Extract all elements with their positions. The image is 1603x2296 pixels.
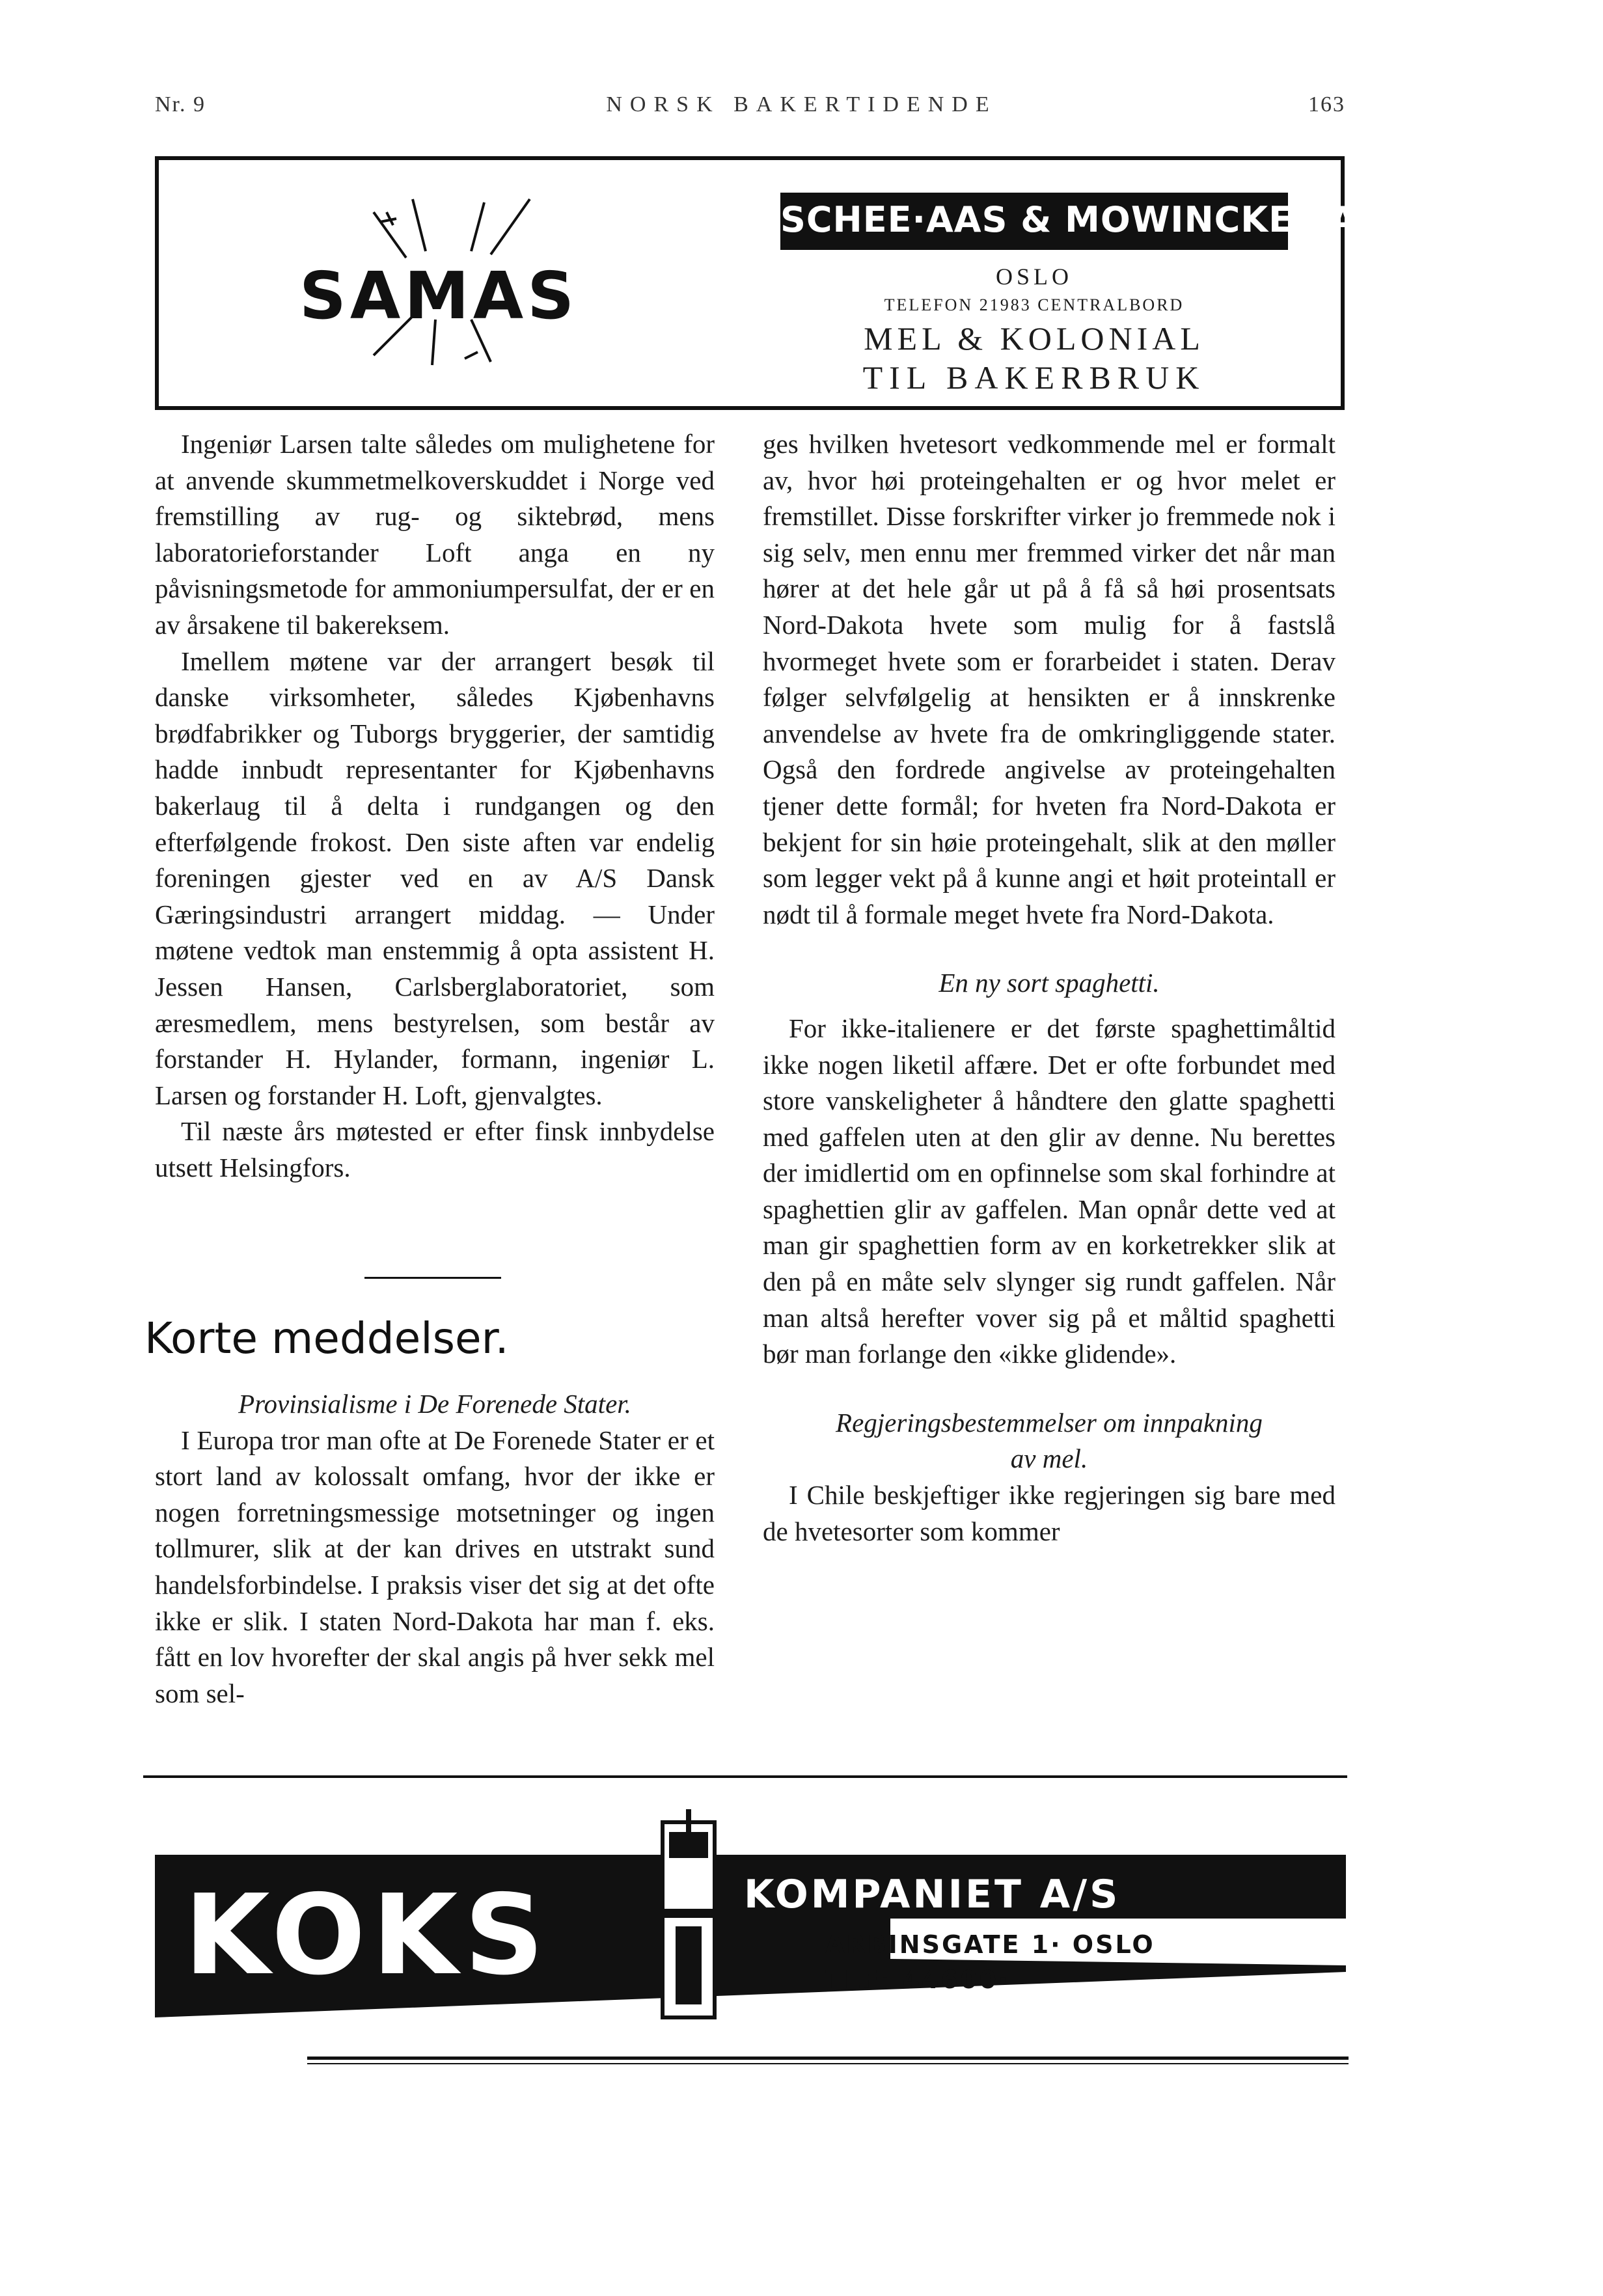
section-divider (364, 1277, 501, 1279)
paragraph: Til næste års møtested er efter finsk innbydelse utsett Helsingfors. (155, 1116, 715, 1182)
koks-logo-text: KOKS (184, 1871, 551, 2000)
koks-phone: TLF· 44600· (825, 1965, 1010, 1994)
koks-company-name: KOMPANIET A/S (744, 1872, 1121, 1917)
page-number: 163 (1308, 92, 1345, 116)
paragraph: I Chile beskjeftiger ikke regjeringen sig bare med de hvetesorter som kommer (763, 1480, 1336, 1546)
subheading: En ny sort spaghetti. (939, 968, 1160, 998)
koks-address: ARBINSGATE 1· OSLO (825, 1930, 1155, 1959)
samas-logo (276, 186, 601, 381)
ad-line-2: TIL BAKERBRUK (862, 359, 1206, 396)
paragraph: Imellem møtene var der arrangert besøk til danske virksomheter, således Kjøbenhavns brødfabrikker og Tuborgs bryggerier, der samtidig hadde innbudt representanter for Kjøbenhavns bakerlaug til å delta i rundgangen og den efterfølgende frokost. Den siste aften var endelig foreningen gjester ved en av A/S Dansk Gæringsindustri arrangert middag. — Under møtene vedtok man enstemmig å opta assistent H. Jessen Hansen, Carlsberglaboratoriet, som æresmedlem, mens bestyrelsen, som består av forstander H. Hylander, formann, ingeniør L. Larsen og forstander H. Loft, gjenvalgtes. (155, 646, 715, 1110)
subheading: av mel. (1010, 1443, 1088, 1474)
ad-top-rule (143, 1775, 1347, 1778)
section-heading: Korte meddelser. (144, 1313, 509, 1363)
advertisement-schee-aas-mowinckel (155, 156, 1399, 410)
advertisement-koks-kompaniet (155, 1809, 1346, 2030)
company-name: SCHEE·AAS & MOWINCKEL A-S (780, 199, 1399, 240)
company-name-banner (780, 193, 1399, 250)
journal-title: NORSK BAKERTIDENDE (606, 92, 997, 116)
subheading: Provinsialisme i De Forenede Stater. (238, 1389, 631, 1419)
paragraph: Ingeniør Larsen talte således om mulighetene for at anvende skummetmelkoverskuddet i Norge ved fremstilling av rug- og siktebrød, mens laboratorieforstander Loft anga en ny påvisningsmetode for ammoniumpersulfat, der er en av årsakene til bakereksem. (155, 429, 715, 640)
paragraph: I Europa tror man ofte at De Forenede Stater er et stort land av kolossalt omfang, hvor der ikke er nogen forretningsmessige motsetninger og ingen tollmurer, slik at der kan drives en utstrakt sund handelsforbindelse. I praksis viser det sig at det ofte ikke er slik. I staten Nord-Dakota har man f. eks. fått en lov hvorefter der skal angis på hver sekk mel som sel- (155, 1425, 715, 1708)
left-column-lower (155, 1386, 715, 1712)
ad-line-1: MEL & KOLONIAL (864, 320, 1205, 357)
page-issue-number: Nr. 9 (155, 92, 206, 116)
subheading: Regjeringsbestemmelser om innpakning (836, 1407, 1263, 1438)
ad-bottom-rule (307, 2057, 1349, 2060)
ad-phone: TELEFON 21983 CENTRALBORD (884, 295, 1185, 314)
paragraph: For ikke-italienere er det første spaghettimåltid ikke nogen liketil affære. Det er ofte forbundet med store vanskeligheter å håndtere den glatte spaghetti med gaffelen uten at den glir av denne. Nu berettes der imidlertid om en opfinnelse som skal forhindre at spaghettien glir av gaffelen. Man opnår dette ved at man gir spaghettien form av en korketrekker slik at den på en måte selv slynger sig rundt gaffelen. Når man altså herefter vover sig på et måltid spaghetti bør man forlange den «ikke glidende». (763, 1013, 1336, 1369)
ad-city: OSLO (995, 264, 1073, 290)
paragraph: ges hvilken hvetesort vedkommende mel er formalt av, hvor høi proteingehalten er og hvor melet er fremstillet. Disse forskrifter virker jo fremmede nok i sig selv, men ennu mer fremmed virker det når man hører at det hele går ut på å få så høi prosentsats Nord-Dakota hvete som mulig for å fastslå hvormeget hvete som er forarbeidet i staten. Derav følger selvfølgelig at hensikten er å innskrenke anvendelse av hvete fra de omkringliggende stater. Også den fordrede angivelse av proteingehalten tjener dette formål; for hveten fra Nord-Dakota er bekjent for sin høie proteingehalt, slik at den møller som legger vekt på å kunne angi et høit proteintall er nødt til å formale meget hvete fra Nord-Dakota. (763, 429, 1336, 929)
left-column (155, 426, 715, 1186)
ad-bottom-rule-thin (307, 2063, 1349, 2064)
samas-logo-text: SAMAS (299, 258, 579, 334)
right-column (763, 426, 1336, 1550)
